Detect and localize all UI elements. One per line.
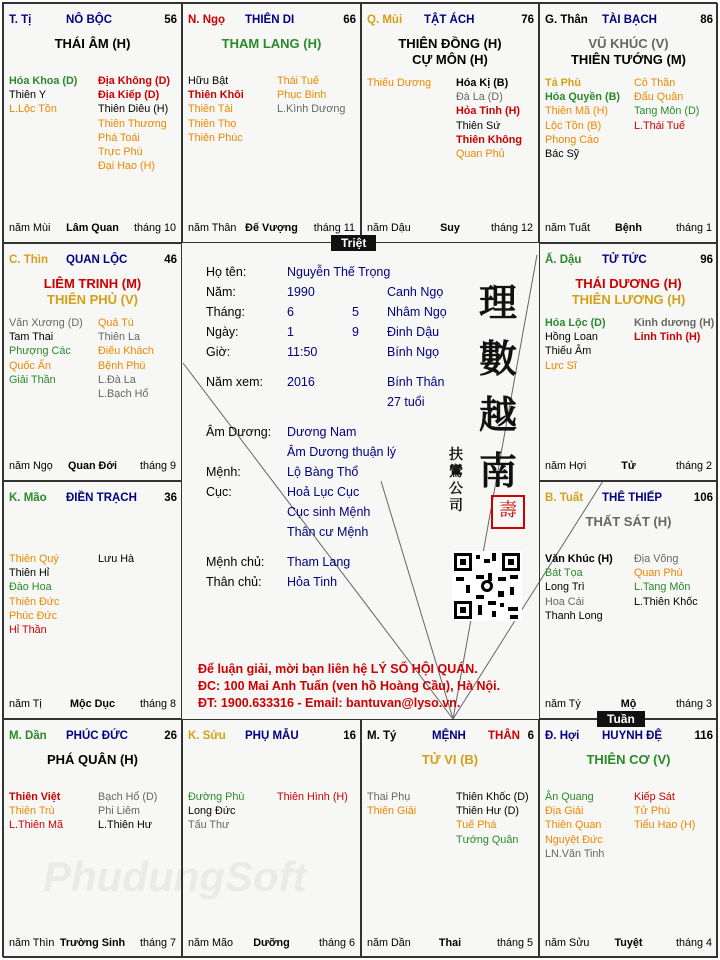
palace-age-number: 66 [343,14,356,26]
palace-footer [9,222,176,236]
minor-star: Đại Hao (H) [98,160,155,173]
palace-mui [361,3,539,243]
minor-star: Tang Môn (D) [634,105,700,118]
thanchu-label: Thân chủ: [206,575,262,589]
minor-stars-right [277,790,348,804]
minor-stars-right [634,790,695,833]
minor-star: Thiên Quan [545,819,602,832]
minor-star: Tướng Quân [456,833,519,846]
palace-name: ĐIỀN TRẠCH [66,492,137,504]
palace-footer [9,937,176,951]
red-stamp: 壽 [491,495,525,529]
minor-stars-left [188,790,244,833]
palace-thin [3,243,182,481]
minor-star: Thiên Thọ [188,117,237,130]
footer-month: tháng 7 [139,937,176,949]
minor-star: L.Thiên Mã [9,819,64,832]
footer-year: năm Hợi [545,460,587,472]
footer-stage: Lâm Quan [66,222,119,234]
palace-name: TẬT ÁCH [424,14,475,26]
minor-star: Thiên Việt [9,791,61,803]
day-label: Ngày: [206,325,239,339]
minor-star: Thiên Mã (H) [545,105,608,118]
minor-star: Tử Phù [634,805,671,818]
footer-stage: Trường Sinh [59,937,126,949]
minor-star: Nguyệt Đức [545,833,603,846]
minor-star: Thiên Phúc [188,131,243,144]
minor-star: Lực Sĩ [545,359,577,372]
main-star: VŨ KHÚC (V) [588,36,669,51]
minor-star: Hóa Lộc (D) [545,317,606,329]
watermark: PhudungSoft [43,853,307,900]
minor-star: Phi Liêm [98,805,141,818]
thanchu-value: Hỏa Tinh [287,575,338,589]
minor-star: Quan Phủ [456,148,505,161]
main-star: THIÊN CƠ (V) [586,752,671,767]
minor-stars-right [277,74,345,117]
menhchu-label: Mệnh chủ: [206,555,265,569]
minor-star: Tuế Phá [456,819,497,832]
palace-name: TÀI BẠCH [602,14,657,26]
minor-star: Thiên Giải [367,805,417,818]
minor-star: Địa Giải [545,805,584,818]
palace-dan [3,719,182,958]
footer-month: tháng 11 [313,222,355,234]
minor-star: Quan Phù [634,567,683,580]
minor-star: LN.Văn Tinh [545,847,605,860]
minor-star: Hồng Loan [545,331,598,344]
minor-stars-left [9,552,59,637]
palace-footer [188,222,355,236]
month-can: Nhâm Ngọ [387,305,447,319]
minor-star: Địa Không (D) [98,75,170,87]
hour-value: 11:50 [287,345,318,359]
minor-stars-left [545,552,613,623]
footer-stage: Tử [621,460,636,472]
palace-branch: N. Ngọ [188,14,226,26]
minor-star: L.Thái Tuế [634,119,686,132]
minor-star: L.Thiên Hư [98,819,153,832]
minor-star: Thiên Diêu (H) [98,103,169,116]
minor-star: Kiếp Sát [634,791,675,803]
minor-stars-right [634,316,714,344]
palace-suu [182,719,361,958]
palace-mao [3,481,182,719]
month-lunar: 5 [352,305,359,319]
footer-month: tháng 8 [139,698,176,710]
minor-stars-left [545,76,620,161]
view-year-label: Năm xem: [206,375,263,389]
amduong-value: Dương Nam [287,425,357,439]
minor-star: Cô Thần [634,77,676,89]
minor-star: Thiên Hình (H) [277,791,348,803]
contact-line-1: Để luận giải, mời bạn liên hệ LÝ SỐ HỘI QUÁN. [198,662,478,676]
minor-star: Thiếu Dương [367,77,432,89]
hour-label: Giờ: [206,345,231,359]
minor-star: Long Trì [545,581,585,594]
palace-than-label: THÂN [488,730,520,742]
view-year-value: 2016 [287,375,315,389]
minor-star: Thiếu Âm [545,345,592,358]
footer-year: năm Ngọ [9,460,53,472]
minor-star: Ân Quang [545,791,594,803]
palace-branch: M. Dần [9,730,47,742]
palace-hoi [539,719,718,958]
palace-name: NÔ BỘC [66,14,112,26]
minor-star: Hỉ Thần [9,624,47,637]
minor-star: Hoa Cái [545,595,585,608]
amduong-note: Âm Dương thuận lý [287,445,396,459]
palace-ngo [182,3,361,243]
minor-stars-right [456,76,522,161]
minor-star: Địa Kiếp (D) [98,89,160,102]
main-star: THIÊN PHỦ (V) [47,292,138,307]
palace-branch: T. Tị [9,14,32,26]
minor-star: Đẩu Quân [634,91,684,104]
minor-star: Phá Toái [98,131,140,144]
minor-stars-right [98,552,134,566]
minor-stars-right [634,76,699,133]
minor-star: Văn Khúc (H) [545,553,613,565]
palace-branch: K. Sửu [188,730,226,742]
minor-star: Lưu Hà [98,553,135,565]
minor-star: L.Kình Dương [277,103,346,116]
footer-month: tháng 1 [675,222,712,234]
minor-star: Thiên La [98,331,141,344]
minor-star: L.Thiên Khốc [634,595,698,608]
main-star: TỬ VI (B) [421,752,479,767]
palace-ti [3,3,182,243]
minor-star: Tiểu Hao (H) [634,819,696,832]
minor-star: Hóa Khoa (D) [9,75,78,87]
name-value: Nguyễn Thế Trọng [287,265,391,279]
minor-stars-left [188,74,244,145]
minor-star: Thiên Y [9,89,47,102]
minor-star: Phúc Đức [9,609,58,622]
palace-name: THÊ THIẾP [602,492,663,504]
minor-star: Phục Binh [277,89,327,102]
minor-star: Thanh Long [545,609,603,622]
footer-month: tháng 9 [139,460,176,472]
footer-month: tháng 4 [675,937,712,949]
palace-name: QUAN LỘC [66,254,128,266]
minor-star: Lộc Tồn (B) [545,119,602,132]
palace-footer [545,937,712,951]
footer-year: năm Tý [545,698,581,710]
footer-stage: Quan Đới [67,460,118,472]
palace-footer [545,222,712,236]
calligraphy-seal [449,275,529,545]
footer-stage: Đế Vượng [245,222,298,234]
palace-age-number: 56 [164,14,177,26]
footer-stage: Mộ [620,698,637,710]
hour-can: Bính Ngọ [387,345,440,359]
tuan-tag: Tuần [597,711,645,727]
minor-stars-left [9,790,63,833]
palace-name: MỆNH [432,730,466,742]
palace-branch: Q. Mùi [367,14,403,26]
main-star: LIÊM TRINH (M) [43,276,142,291]
contact-phone-email: ĐT: 1900.633316 - Email: bantuvan@lyso.vn. [198,696,461,710]
palace-age-number: 26 [164,730,177,742]
year-label: Năm: [206,285,236,299]
main-star: THIÊN LƯƠNG (H) [571,292,686,307]
center-panel [184,245,541,721]
palace-footer [367,222,533,236]
minor-star: Văn Xương (D) [9,317,83,329]
palace-branch: Ấ. Dậu [545,254,582,266]
cuc-label: Cục: [206,485,232,499]
name-label: Họ tên: [206,265,247,279]
palace-name: HUYNH ĐỆ [602,730,663,742]
minor-star: Long Đức [188,805,236,818]
minor-stars-left [9,74,77,117]
footer-stage: Thai [438,937,462,949]
main-star: THAM LANG (H) [221,36,322,51]
main-star: THIÊN TƯỚNG (M) [570,52,687,67]
minor-stars-left [545,316,606,373]
palace-age-number: 96 [700,254,713,266]
minor-stars-left [367,790,416,818]
footer-year: năm Mão [188,937,234,949]
cuc-note2: Thân cư Mệnh [287,525,369,539]
minor-star: Tả Phù [545,77,581,89]
calligraphy-text: 理 數 越 南 [478,280,517,493]
amduong-label: Âm Dương: [206,425,272,439]
minor-star: L.Tang Môn [634,581,691,594]
minor-star: Đường Phù [188,791,245,803]
footer-month: tháng 5 [496,937,533,949]
palace-footer [545,698,712,712]
menh-value: Lộ Bàng Thổ [287,465,359,479]
minor-star: Thiên Hư (D) [456,805,520,818]
palace-footer [188,937,355,951]
minor-star: L.Bạch Hổ [98,388,149,401]
minor-star: Thiên Không [456,133,522,146]
footer-year: năm Dậu [367,222,411,234]
month-label: Tháng: [206,305,245,319]
minor-stars-right [98,316,154,401]
main-star: THÁI ÂM (H) [54,36,131,51]
minor-star: Thiên Khốc (D) [456,791,529,803]
palace-branch: C. Thìn [9,254,48,266]
horoscope-chart [2,2,717,957]
footer-month: tháng 2 [675,460,712,472]
footer-year: năm Thân [188,222,237,234]
minor-star: Quốc Ấn [9,359,52,372]
view-year-can: Bính Thân [387,375,445,389]
palace-age-number: 6 [527,730,534,742]
palace-name: TỬ TỨC [602,254,647,266]
day-solar: 1 [287,325,294,339]
palace-age-number: 76 [521,14,534,26]
footer-year: năm Mùi [9,222,51,234]
palace-age-number: 16 [343,730,356,742]
contact-address: ĐC: 100 Mai Anh Tuấn (ven hồ Hoàng Cầu), Hà Nội. [198,679,501,693]
minor-star: Bệnh Phù [98,359,146,372]
minor-star: L.Lộc Tồn [9,103,57,116]
cuc-value: Hoả Lục Cục [287,485,360,499]
palace-branch: K. Mão [9,492,47,504]
minor-star: Hữu Bật [188,75,229,87]
footer-month: tháng 12 [490,222,533,234]
menhchu-value: Tham Lang [287,555,351,569]
footer-year: năm Tuất [545,222,591,234]
footer-year: năm Tị [9,698,42,710]
qr-code[interactable] [452,551,522,621]
footer-year: năm Dần [367,937,411,949]
palace-age-number: 116 [694,730,713,742]
main-star: THIÊN ĐỒNG (H) [398,36,502,51]
palace-ty [361,719,539,958]
minor-star: Bác Sỹ [545,148,580,161]
palace-footer [9,698,176,712]
footer-stage: Mộc Dục [70,698,115,710]
main-star: CỰ MÔN (H) [412,52,488,67]
minor-star: Bạch Hổ (D) [98,791,158,803]
minor-star: Thai Phụ [367,791,411,803]
palace-age-number: 106 [693,492,713,504]
cuc-note1: Cục sinh Mệnh [287,505,371,519]
minor-star: Hóa Kị (B) [456,77,509,89]
palace-name: THIÊN DI [245,14,295,26]
minor-star: Hóa Quyền (B) [545,91,620,104]
palace-footer [545,460,712,474]
footer-month: tháng 10 [133,222,176,234]
day-can: Đinh Dậu [387,325,440,339]
palace-branch: G. Thân [545,14,588,26]
footer-stage: Tuyệt [614,937,643,949]
qr-code-icon [452,551,522,621]
palace-branch: M. Tý [367,730,397,742]
palace-than [539,3,718,243]
minor-stars-left [545,790,604,861]
footer-month: tháng 3 [675,698,712,710]
palace-footer [9,460,176,474]
year-value: 1990 [287,285,315,299]
minor-star: Trực Phù [98,146,143,159]
minor-star: Thiên Đức [9,595,60,608]
minor-stars-right [634,552,698,609]
minor-stars-right [98,74,170,173]
day-lunar: 9 [352,325,359,339]
minor-stars-left [367,76,431,90]
main-star: THẤT SÁT (H) [585,514,672,529]
palace-name: PHÚC ĐỨC [66,730,128,742]
footer-stage: Dưỡng [253,937,290,949]
minor-stars-right [98,790,157,833]
menh-label: Mệnh: [206,465,241,479]
calligraphy-small-text: 扶 鸞 公 司 [449,447,463,514]
footer-stage: Bệnh [615,222,642,234]
minor-star: Tấu Thư [188,819,230,832]
palace-tuat [539,481,718,719]
minor-star: Thiên Thương [98,117,167,130]
footer-year: năm Sửu [545,937,590,949]
palace-age-number: 46 [164,254,177,266]
minor-star: Thiên Sứ [456,119,501,132]
palace-branch: B. Tuất [545,492,584,504]
footer-month: tháng 6 [318,937,355,949]
minor-stars-right [456,790,529,847]
minor-star: Quả Tú [98,317,134,329]
footer-year: năm Thìn [9,937,55,949]
age-value: 27 tuổi [387,395,425,409]
minor-star: Tam Thai [9,331,54,344]
minor-star: Phong Cáo [545,133,600,146]
minor-star: Thái Tuế [277,75,320,87]
minor-star: Hỏa Tinh (H) [456,105,520,118]
main-star: PHÁ QUÂN (H) [47,752,138,767]
minor-star: Phượng Các [9,345,71,358]
palace-age-number: 86 [700,14,713,26]
minor-star: Giải Thần [9,373,56,386]
minor-star: Thiên Tài [188,103,233,116]
palace-footer [367,937,533,951]
month-solar: 6 [287,305,294,319]
triet-tag: Triệt [331,235,376,251]
minor-star: Đào Hoa [9,581,52,594]
minor-stars-left [9,316,83,387]
minor-star: Linh Tinh (H) [634,331,701,344]
palace-age-number: 36 [164,492,177,504]
minor-star: Đà La (D) [456,91,503,104]
minor-star: Thiên Trù [9,805,55,818]
main-star: THÁI DƯƠNG (H) [575,276,682,291]
minor-star: Thiên Khôi [188,89,244,102]
minor-star: Bát Tọa [545,567,583,580]
minor-star: Kình dương (H) [634,317,715,329]
footer-stage: Suy [440,222,460,234]
year-can: Canh Ngọ [387,285,444,299]
minor-star: Địa Võng [634,553,679,565]
palace-branch: Đ. Hợi [545,730,580,742]
minor-star: Thiên Quý [9,553,59,565]
palace-name: PHỤ MẪU [245,730,299,742]
palace-dau [539,243,718,481]
minor-star: L.Đà La [98,373,136,386]
minor-star: Thiên Hỉ [9,567,50,580]
minor-star: Điếu Khách [98,345,154,358]
